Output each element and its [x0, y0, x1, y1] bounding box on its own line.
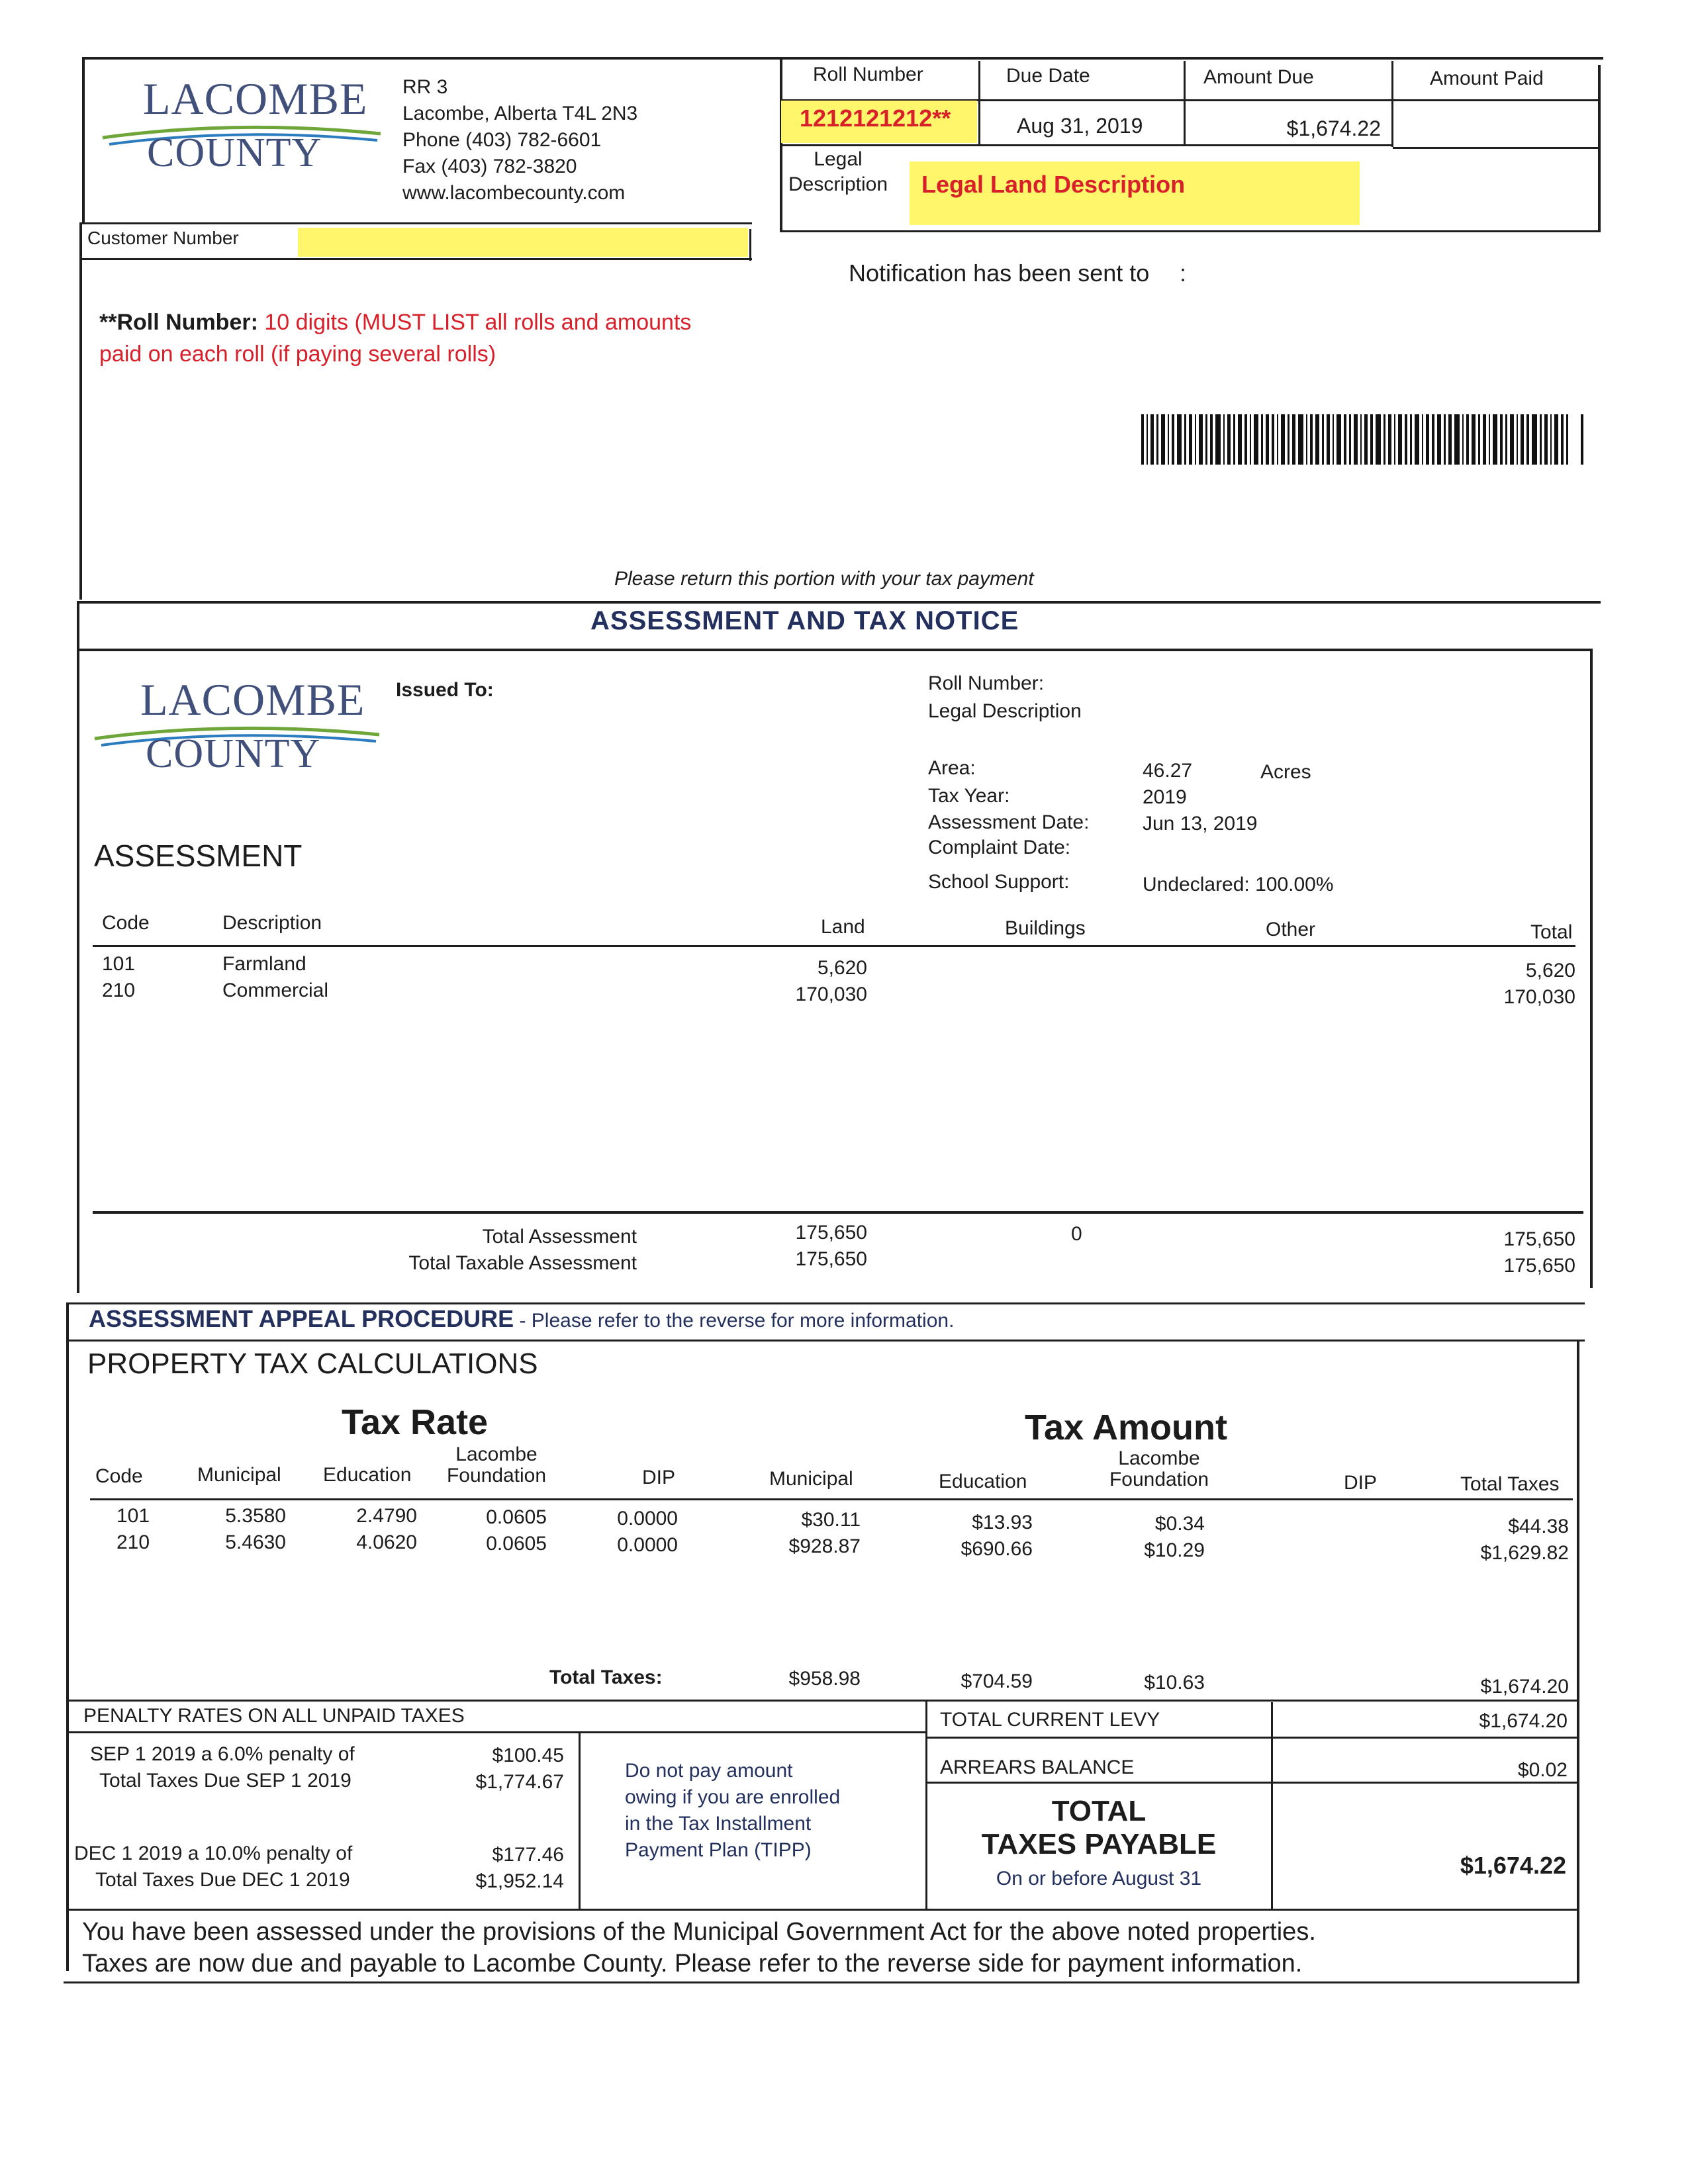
county-logo-text: LACOMBE	[143, 73, 368, 124]
tipp-note-line: in the Tax Installment	[625, 1813, 812, 1835]
roll-number-value: 1212121212**	[800, 105, 951, 132]
rate-foundation: 0.0605	[486, 1533, 547, 1555]
due-date-value: Aug 31, 2019	[1017, 114, 1143, 138]
roll-number-note	[99, 310, 691, 336]
total-foundation: $10.63	[1144, 1672, 1205, 1694]
tax-year-label: Tax Year:	[928, 785, 1010, 807]
row-land: 170,030	[795, 983, 867, 1005]
dec-penalty-label: DEC 1 2019 a 10.0% penalty of	[74, 1843, 353, 1864]
col-rate-municipal: Municipal	[197, 1464, 281, 1486]
amt-foundation: $0.34	[1154, 1513, 1205, 1535]
amt-education: $690.66	[961, 1538, 1033, 1560]
col-total: Total	[1530, 921, 1573, 943]
address-line: Lacombe, Alberta T4L 2N3	[402, 103, 638, 124]
amount-due-header: Amount Due	[1203, 66, 1314, 88]
total-buildings: 0	[1071, 1223, 1082, 1245]
row-code: 101	[102, 953, 136, 975]
col-rate-foundation	[437, 1444, 556, 1486]
row-total: $44.38	[1508, 1516, 1569, 1537]
col-label-line: Lacombe	[455, 1443, 538, 1465]
sep-penalty-label: SEP 1 2019 a 6.0% penalty of	[90, 1743, 355, 1765]
address-line: www.lacombecounty.com	[402, 182, 626, 204]
sep-penalty-value: $100.45	[492, 1745, 564, 1766]
total-payable-title-2: TAXES PAYABLE	[981, 1828, 1217, 1860]
total-assessment-land: 175,650	[795, 1222, 867, 1244]
rate-education: 2.4790	[356, 1505, 417, 1527]
col-land: Land	[821, 916, 865, 938]
address-line: Fax (403) 782-3820	[402, 156, 577, 177]
county-address	[402, 74, 637, 206]
current-levy-label: TOTAL CURRENT LEVY	[940, 1709, 1160, 1731]
total-payable-value: $1,674.22	[1460, 1852, 1566, 1879]
col-label-line: Lacombe	[1118, 1447, 1200, 1469]
issued-to-label: Issued To:	[396, 679, 494, 701]
row-code: 101	[117, 1505, 150, 1527]
county-logo-text-2: COUNTY	[147, 130, 322, 175]
dec-total-label: Total Taxes Due DEC 1 2019	[95, 1869, 350, 1891]
total-payable-subtitle: On or before August 31	[996, 1868, 1202, 1889]
col-label-line: Foundation	[446, 1465, 547, 1486]
amt-municipal: $30.11	[801, 1509, 861, 1531]
assessment-date-value: Jun 13, 2019	[1143, 813, 1258, 835]
row-description: Commercial	[222, 979, 329, 1001]
address-line: Phone (403) 782-6601	[402, 129, 602, 151]
legal-description-value: Legal Land Description	[921, 171, 1186, 198]
dec-penalty-value: $177.46	[492, 1844, 564, 1866]
school-support-value: Undeclared: 100.00%	[1143, 874, 1334, 895]
row-total: 5,620	[1525, 960, 1575, 981]
legal-description-label: Legal Description	[928, 700, 1082, 722]
row-total: $1,629.82	[1480, 1542, 1569, 1564]
area-label: Area:	[928, 757, 976, 779]
col-amt-municipal: Municipal	[769, 1468, 853, 1490]
col-code: Code	[95, 1465, 143, 1487]
amt-foundation: $10.29	[1144, 1539, 1205, 1561]
tax-rate-heading: Tax Rate	[342, 1402, 489, 1442]
total-all: $1,674.20	[1480, 1676, 1569, 1698]
legal-description-label	[782, 147, 894, 197]
total-taxable-total: 175,650	[1503, 1255, 1575, 1277]
arrears-value: $0.02	[1517, 1759, 1568, 1781]
col-rate-education: Education	[323, 1464, 412, 1486]
amount-paid-field[interactable]	[1395, 106, 1595, 146]
dec-total-value: $1,952.14	[475, 1870, 564, 1892]
roll-number-label: Roll Number:	[928, 672, 1045, 694]
total-assessment-label: Total Assessment	[482, 1226, 637, 1248]
rate-foundation: 0.0605	[486, 1506, 547, 1528]
total-education: $704.59	[961, 1670, 1033, 1692]
footer-line-2: Taxes are now due and payable to Lacombe County. Please refer to the reverse side for payment information.	[82, 1950, 1303, 1978]
row-code: 210	[102, 979, 136, 1001]
col-amt-dip: DIP	[1344, 1472, 1378, 1494]
col-total-taxes: Total Taxes	[1460, 1473, 1560, 1495]
tipp-note-line: owing if you are enrolled	[625, 1786, 841, 1808]
col-amt-education: Education	[939, 1471, 1027, 1492]
arrears-label: ARREARS BALANCE	[940, 1756, 1135, 1778]
col-rate-dip: DIP	[642, 1467, 676, 1488]
rate-dip: 0.0000	[617, 1508, 678, 1529]
col-amt-foundation	[1096, 1448, 1222, 1490]
customer-number-label: Customer Number	[87, 228, 239, 248]
total-taxes-label: Total Taxes:	[549, 1666, 663, 1688]
county-logo-text: LACOMBE	[140, 674, 365, 725]
tax-amount-heading: Tax Amount	[1025, 1408, 1227, 1447]
customer-number-field[interactable]	[298, 228, 748, 257]
school-support-label: School Support:	[928, 871, 1070, 893]
amount-due-value: $1,674.22	[1286, 116, 1381, 140]
legal-label-line: Legal	[814, 148, 863, 170]
appeal-heading: ASSESSMENT APPEAL PROCEDURE	[89, 1305, 514, 1332]
notice-title: ASSESSMENT AND TAX NOTICE	[590, 606, 1019, 635]
address-line: RR 3	[402, 76, 448, 98]
row-total: 170,030	[1503, 986, 1575, 1008]
county-logo-text-2: COUNTY	[146, 731, 321, 776]
total-payable-title: TOTAL	[1051, 1795, 1147, 1827]
tax-year-value: 2019	[1143, 786, 1187, 808]
col-code: Code	[102, 912, 150, 934]
assessment-heading: ASSESSMENT	[94, 839, 303, 873]
tipp-note-line: Do not pay amount	[625, 1760, 793, 1782]
rate-municipal: 5.4630	[225, 1531, 286, 1553]
col-buildings: Buildings	[1005, 917, 1086, 939]
sep-total-value: $1,774.67	[475, 1771, 564, 1793]
complaint-date-label: Complaint Date:	[928, 837, 1071, 858]
total-taxable-label: Total Taxable Assessment	[408, 1252, 637, 1274]
amt-education: $13.93	[972, 1512, 1033, 1533]
roll-note-text: 10 digits (MUST LIST all rolls and amounts	[258, 310, 692, 335]
col-description: Description	[222, 912, 322, 934]
rate-municipal: 5.3580	[225, 1505, 286, 1527]
return-portion-note: Please return this portion with your tax payment	[614, 568, 1034, 590]
rate-education: 4.0620	[356, 1531, 417, 1553]
rate-dip: 0.0000	[617, 1534, 678, 1556]
roll-note-bold: **Roll Number:	[99, 310, 258, 335]
roll-number-header: Roll Number	[813, 64, 923, 85]
legal-label-line: Description	[788, 173, 888, 195]
row-description: Farmland	[222, 953, 306, 975]
roll-number-note-2: paid on each roll (if paying several rolls)	[99, 341, 496, 367]
barcode-icon	[1141, 414, 1591, 467]
col-other: Other	[1266, 919, 1316, 940]
row-code: 210	[117, 1531, 150, 1553]
area-unit: Acres	[1260, 761, 1311, 783]
row-land: 5,620	[817, 957, 867, 979]
current-levy-value: $1,674.20	[1479, 1710, 1568, 1732]
area-value: 46.27	[1143, 760, 1193, 782]
notification-label: Notification has been sent to	[849, 259, 1150, 287]
tipp-note	[625, 1758, 840, 1864]
col-label-line: Foundation	[1109, 1469, 1209, 1490]
notification-colon: :	[1180, 259, 1187, 287]
tipp-note-line: Payment Plan (TIPP)	[625, 1839, 812, 1861]
appeal-note: - Please refer to the reverse for more information.	[514, 1310, 955, 1332]
appeal-procedure	[89, 1305, 954, 1333]
due-date-header: Due Date	[1006, 65, 1090, 87]
amt-municipal: $928.87	[788, 1535, 861, 1557]
sep-total-label: Total Taxes Due SEP 1 2019	[99, 1770, 352, 1792]
total-municipal: $958.98	[788, 1668, 861, 1690]
penalty-heading: PENALTY RATES ON ALL UNPAID TAXES	[83, 1705, 465, 1727]
total-assessment-total: 175,650	[1503, 1228, 1575, 1250]
amount-paid-header: Amount Paid	[1430, 68, 1544, 89]
total-taxable-land: 175,650	[795, 1248, 867, 1270]
property-tax-heading: PROPERTY TAX CALCULATIONS	[87, 1347, 538, 1380]
footer-line-1: You have been assessed under the provisions of the Municipal Government Act for the above noted properties.	[82, 1918, 1316, 1946]
assessment-date-label: Assessment Date:	[928, 811, 1090, 833]
